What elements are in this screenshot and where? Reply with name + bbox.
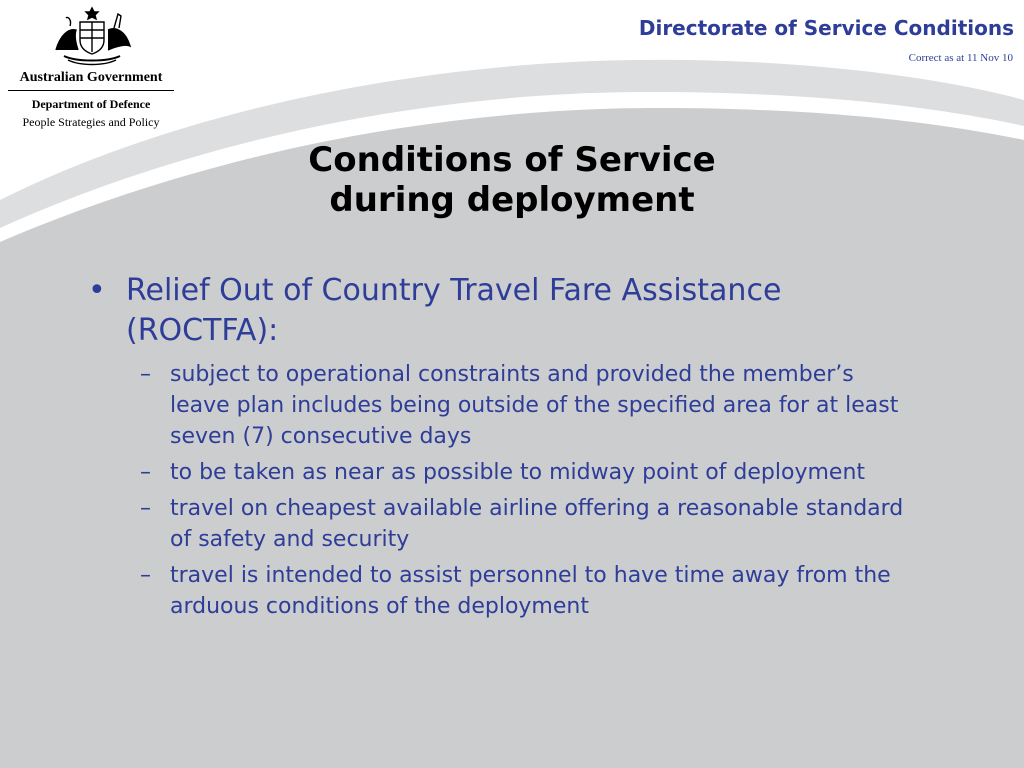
sub-bullet-text: to be taken as near as possible to midway point of deployment: [170, 460, 866, 485]
government-branding: [8, 70, 174, 130]
correct-as-at-date: Correct as at 11 Nov 10: [908, 52, 1013, 64]
dash-marker: –: [140, 460, 151, 485]
sub-bullet-list: [140, 359, 918, 622]
bullet-item: [88, 271, 918, 351]
directorate-heading: Directorate of Service Conditions: [638, 16, 1014, 40]
department-name: Department of Defence: [31, 97, 151, 111]
sub-bullet-text: travel on cheapest available airline offering a reasonable standard of safety and security: [170, 496, 904, 552]
bullet-text: Relief Out of Country Travel Fare Assistance (ROCTFA):: [126, 273, 782, 348]
slide-title-line-1: Conditions of Service: [308, 140, 716, 180]
sub-bullet-text: subject to operational constraints and provided the member’s leave plan includes being outside of the specified area for at least seven (7) consecutive days: [170, 362, 899, 449]
sub-bullet-item: [140, 560, 918, 622]
division-name: People Strategies and Policy: [22, 115, 160, 129]
bullet-marker: •: [88, 273, 106, 308]
sub-bullet-text: travel is intended to assist personnel to have time away from the arduous conditions of the deployment: [170, 563, 891, 619]
dash-marker: –: [140, 563, 151, 588]
dash-marker: –: [140, 496, 151, 521]
dash-marker: –: [140, 362, 151, 387]
government-name: Australian Government: [8, 70, 174, 91]
slide-title-line-2: during deployment: [329, 180, 695, 220]
slide-content: [88, 271, 918, 627]
slide-title: [212, 140, 812, 220]
sub-bullet-item: [140, 457, 918, 488]
coat-of-arms-icon: [46, 6, 138, 68]
sub-bullet-item: [140, 359, 918, 452]
sub-bullet-item: [140, 493, 918, 555]
